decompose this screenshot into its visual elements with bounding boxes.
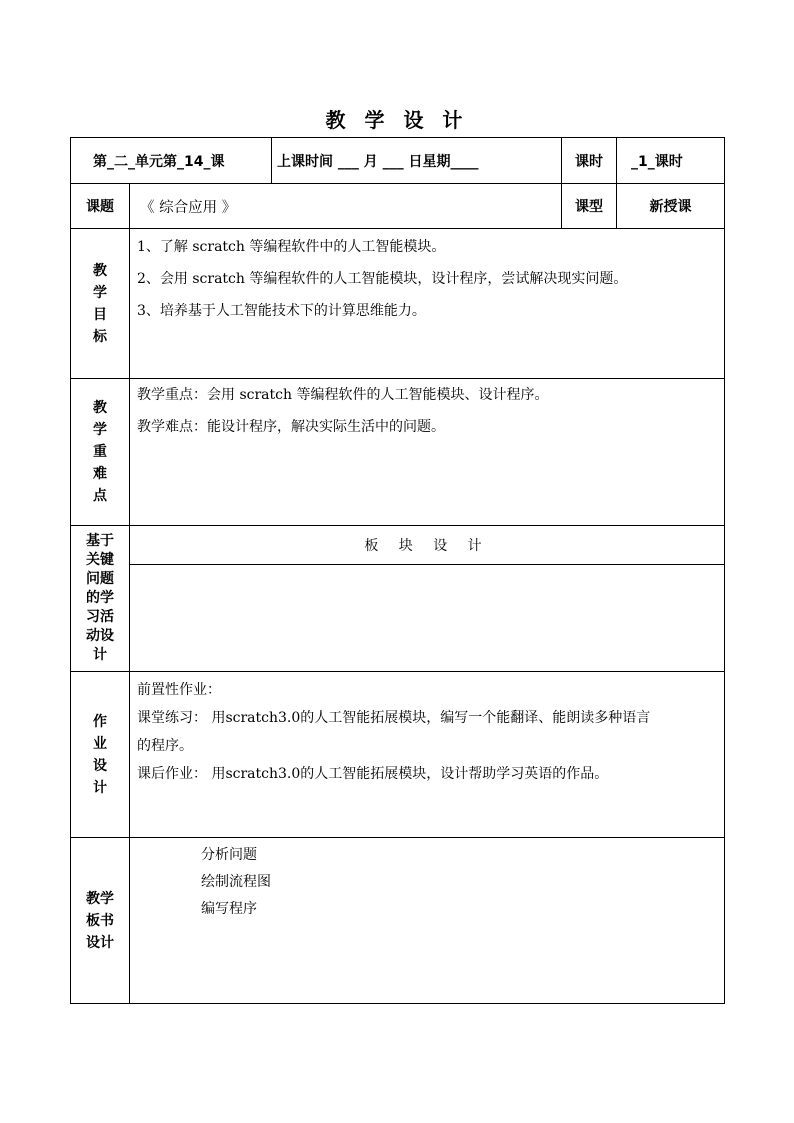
activities-label-part: 关键 <box>86 552 114 568</box>
class-schedule: 上课时间 ___ 月 ___ 日星期____ <box>277 153 479 170</box>
difficult-point-item: 教学难点：能设计程序，解决实际生活中的问题。 <box>137 419 445 435</box>
lesson-plan-table <box>70 137 725 1004</box>
goal-item: 3、培养基于人工智能技术下的计算思维能力。 <box>137 303 426 319</box>
board-item: 绘制流程图 <box>201 874 271 890</box>
activities-label-part: 动设 <box>86 628 114 644</box>
topic-value-cell <box>130 184 562 229</box>
lesson-type-label: 课型 <box>575 199 604 215</box>
type-label-cell <box>562 184 617 229</box>
board-label-part: 板书 <box>86 912 114 929</box>
goal-item: 1、了解 scratch 等编程软件中的人工智能模块。 <box>137 239 446 255</box>
board-label-part: 教学 <box>86 890 114 907</box>
activities-label-part: 计 <box>93 647 107 663</box>
key-point-item: 教学重点：会用 scratch 等编程软件的人工智能模块、设计程序。 <box>137 387 549 403</box>
homework-label-char: 设 <box>93 757 107 774</box>
keypoints-label-char: 难 <box>93 466 107 482</box>
homework-label-char: 业 <box>93 735 107 752</box>
keypoints-label-cell <box>71 379 130 526</box>
homework-label-cell <box>71 672 130 838</box>
lesson-type-value: 新授课 <box>649 199 692 215</box>
homework-content <box>130 672 725 838</box>
activities-label-part: 问题 <box>86 571 114 587</box>
lesson-number: 第_二_单元第_14_课 <box>93 153 225 170</box>
goals-content <box>130 229 725 379</box>
pre-homework: 前置性作业： <box>137 682 221 698</box>
board-item: 编写程序 <box>201 901 257 917</box>
schedule-cell <box>272 138 562 184</box>
goals-label-char: 教 <box>93 262 107 279</box>
activities-label-part: 的学 <box>86 590 114 606</box>
after-class-homework: 课后作业： 用scratch3.0的人工智能拓展模块，设计帮助学习英语的作品。 <box>137 766 609 782</box>
block-design-header <box>130 526 725 565</box>
activities-label-cell <box>71 526 130 672</box>
hours-value-cell <box>617 138 725 184</box>
keypoints-label-char: 教 <box>93 400 107 416</box>
topic-label: 课题 <box>86 199 114 215</box>
class-exercise-line1: 课堂练习： 用scratch3.0的人工智能拓展模块，编写一个能翻译、能朗读多种语言 <box>137 710 651 726</box>
board-item: 分析问题 <box>201 847 257 863</box>
type-value-cell <box>617 184 725 229</box>
goals-label-char: 学 <box>93 284 107 301</box>
goals-label-cell <box>71 229 130 379</box>
board-label-part: 设计 <box>86 934 114 951</box>
topic-value: 《 综合应用 》 <box>140 199 237 216</box>
block-design-title: 板 块 设 计 <box>364 538 490 554</box>
keypoints-label-char: 点 <box>93 488 107 504</box>
keypoints-label-char: 学 <box>93 422 107 438</box>
activities-label-part: 基于 <box>86 533 114 549</box>
hours-value: _1_课时 <box>631 153 683 170</box>
class-exercise-line2: 的程序。 <box>137 738 193 754</box>
hours-label-cell <box>562 138 617 184</box>
homework-label-char: 计 <box>93 779 107 796</box>
board-label-cell <box>71 838 130 1004</box>
goal-item: 2、会用 scratch 等编程软件的人工智能模块，设计程序，尝试解决现实问题。 <box>137 271 628 287</box>
keypoints-content <box>130 379 725 526</box>
lesson-number-cell <box>71 138 272 184</box>
activities-content <box>130 565 725 672</box>
goals-label-char: 目 <box>93 306 107 323</box>
board-content <box>130 838 725 1004</box>
document-title: 教 学 设 计 <box>325 108 469 132</box>
hours-label: 课时 <box>575 153 604 170</box>
goals-label-char: 标 <box>93 328 107 345</box>
homework-label-char: 作 <box>93 713 107 730</box>
activities-label-part: 习活 <box>86 609 114 625</box>
keypoints-label-char: 重 <box>93 444 107 460</box>
topic-label-cell <box>71 184 130 229</box>
